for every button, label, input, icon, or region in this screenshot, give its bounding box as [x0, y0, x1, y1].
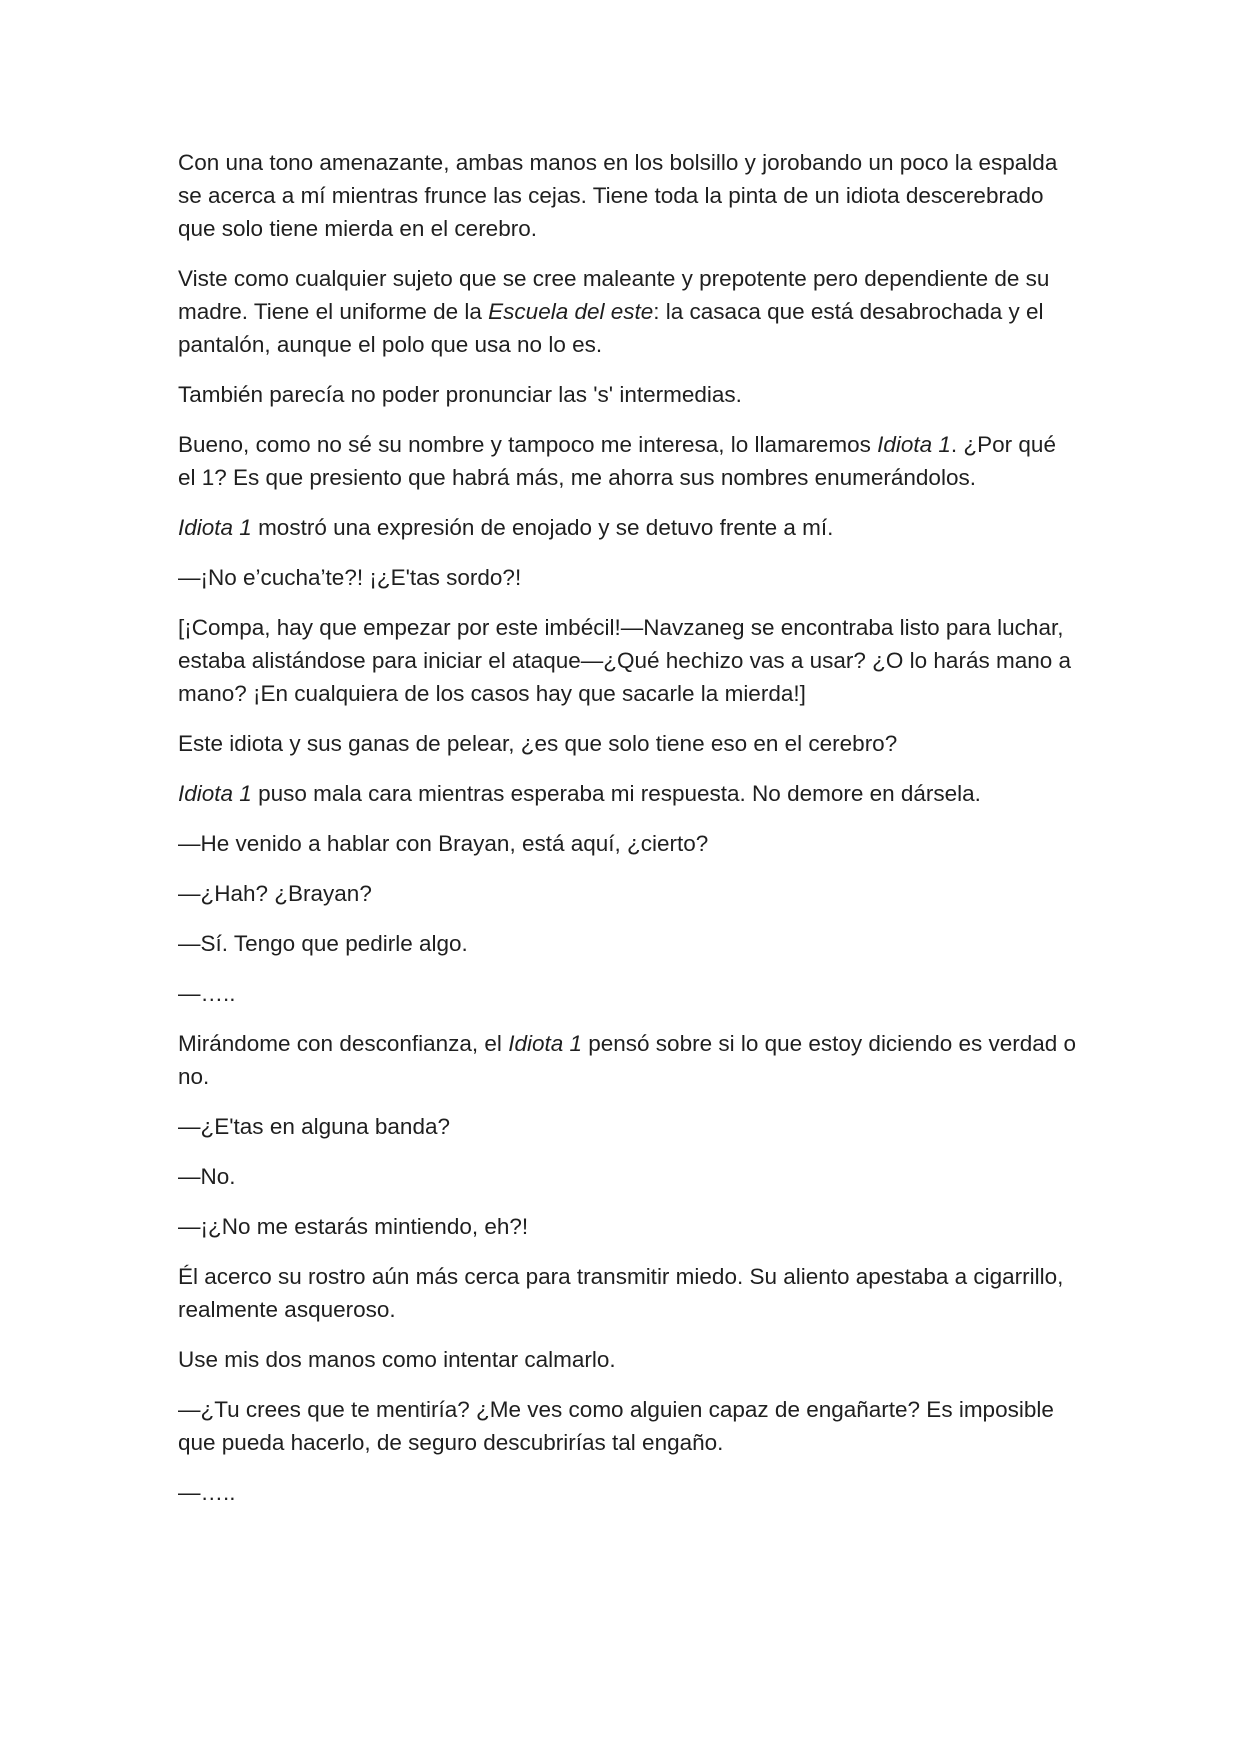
paragraph	[178, 1110, 1078, 1143]
text-run: —No.	[178, 1164, 236, 1189]
text-run: Él acerco su rostro aún más cerca para transmitir miedo. Su aliento apestaba a cigarrillo, realmente asqueroso.	[178, 1264, 1064, 1322]
paragraph	[178, 727, 1078, 760]
paragraph	[178, 927, 1078, 960]
paragraph	[178, 877, 1078, 910]
text-run: —Sí. Tengo que pedirle algo.	[178, 931, 468, 956]
text-run: Con una tono amenazante, ambas manos en los bolsillo y jorobando un poco la espalda se acerca a mí mientras frunce las cejas. Tiene toda la pinta de un idiota descerebrado que solo tiene mierda en el cerebro.	[178, 150, 1058, 241]
text-run: [¡Compa, hay que empezar por este imbécil!—Navzaneg se encontraba listo para luchar, estaba alistándose para iniciar el ataque—¿Qué hechizo vas a usar? ¿O lo harás mano a mano? ¡En cualquiera de los casos hay que sacarle la mierda!]	[178, 615, 1072, 706]
text-run: Viste como cualquier sujeto que se cree maleante y prepotente pero dependiente de su madre. Tiene el uniforme de la	[178, 266, 1050, 324]
italic-text: Idiota 1	[877, 432, 951, 457]
paragraph	[178, 1160, 1078, 1193]
italic-text: Idiota 1	[178, 515, 252, 540]
text-run: —…..	[178, 1480, 236, 1505]
text-run: Mirándome con desconfianza, el	[178, 1031, 509, 1056]
text-run: —¿E'tas en alguna banda?	[178, 1114, 450, 1139]
text-run: También parecía no poder pronunciar las 's' intermedias.	[178, 382, 742, 407]
paragraph	[178, 146, 1078, 245]
paragraph	[178, 1027, 1078, 1093]
text-run: : la casaca que está desabrochada y el pantalón, aunque el polo que usa no lo es.	[178, 299, 1044, 357]
text-run: —¿Tu crees que te mentiría? ¿Me ves como alguien capaz de engañarte? Es imposible que pueda hacerlo, de seguro descubrirías tal engaño.	[178, 1397, 1054, 1455]
text-run: . ¿Por qué el 1? Es que presiento que habrá más, me ahorra sus nombres enumerándolos.	[178, 432, 1056, 490]
text-run: Use mis dos manos como intentar calmarlo.	[178, 1347, 616, 1372]
italic-text: Idiota 1	[178, 781, 252, 806]
text-run: Bueno, como no sé su nombre y tampoco me interesa, lo llamaremos	[178, 432, 878, 457]
text-run: pensó sobre si lo que estoy diciendo es verdad o no.	[178, 1031, 1077, 1089]
italic-text: Escuela del este	[488, 299, 654, 324]
italic-text: Idiota 1	[508, 1031, 582, 1056]
text-run: —…..	[178, 981, 236, 1006]
text-run: —¡No e’cucha’te?! ¡¿E'tas sordo?!	[178, 565, 522, 590]
paragraph	[178, 262, 1078, 361]
text-run: —¿Hah? ¿Brayan?	[178, 881, 372, 906]
text-run: puso mala cara mientras esperaba mi respuesta. No demore en dársela.	[251, 781, 981, 806]
paragraph	[178, 777, 1078, 810]
paragraph	[178, 611, 1078, 710]
paragraph	[178, 511, 1078, 544]
document-body	[178, 146, 1078, 1526]
paragraph	[178, 1393, 1078, 1459]
paragraph	[178, 1476, 1078, 1509]
paragraph	[178, 428, 1078, 494]
paragraph	[178, 561, 1078, 594]
text-run: —¡¿No me estarás mintiendo, eh?!	[178, 1214, 529, 1239]
paragraph	[178, 827, 1078, 860]
paragraph	[178, 977, 1078, 1010]
paragraph	[178, 1210, 1078, 1243]
paragraph	[178, 378, 1078, 411]
paragraph	[178, 1343, 1078, 1376]
text-run: Este idiota y sus ganas de pelear, ¿es que solo tiene eso en el cerebro?	[178, 731, 898, 756]
paragraph	[178, 1260, 1078, 1326]
text-run: —He venido a hablar con Brayan, está aquí, ¿cierto?	[178, 831, 709, 856]
text-run: mostró una expresión de enojado y se detuvo frente a mí.	[251, 515, 834, 540]
